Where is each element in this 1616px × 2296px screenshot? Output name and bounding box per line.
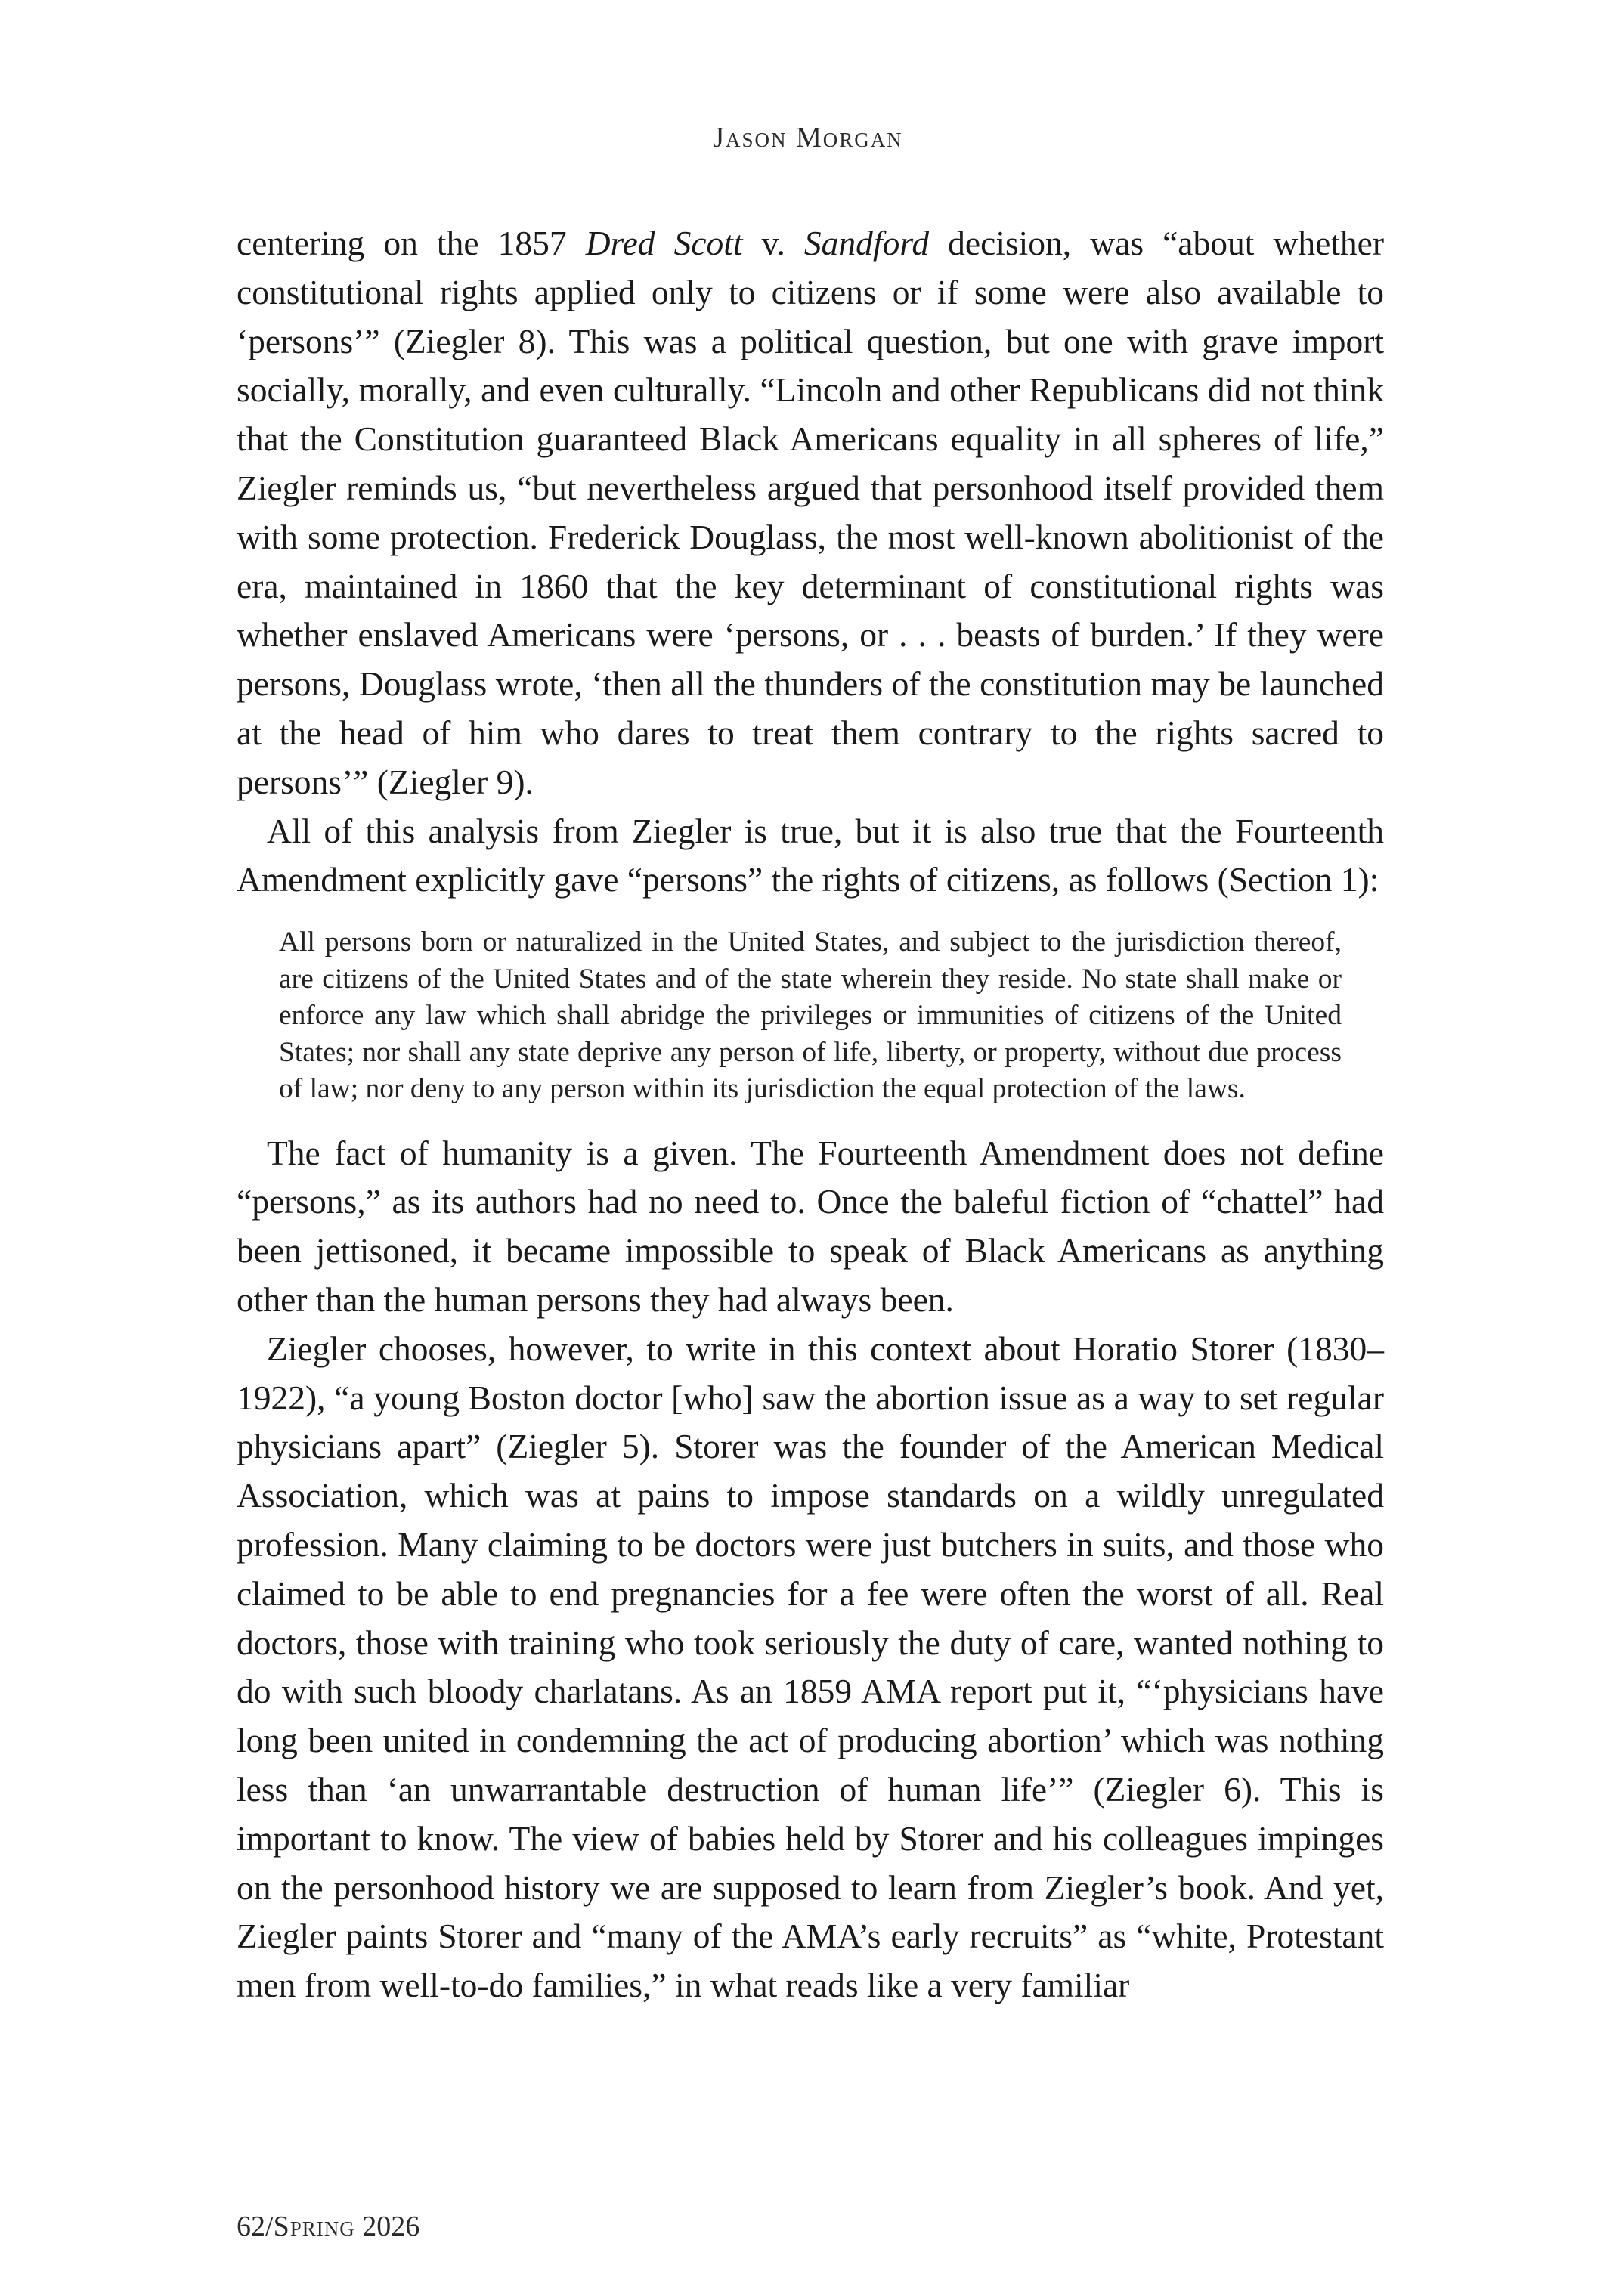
- page-number: 62/: [237, 2211, 274, 2242]
- paragraph-1-text-b: decision, was “about whether constitutional rights applied only to citizens or if some were also available to ‘persons’” (Ziegler 8). This was a political question, but one with grave import socially, morally, and even culturally. “Lincoln and other Republicans did not think that the Constitution guaranteed Black Americans equality in all spheres of life,” Ziegler reminds us, “but nevertheless argued that personhood itself provided them with some protection. Frederick Douglass, the most well-known abolitionist of the era, maintained in 1860 that the key determinant of constitutional rights was whether enslaved Americans were ‘persons, or . . . beasts of burden.’ If they were persons, Douglass wrote, ‘then all the thunders of the constitution may be launched at the head of him who dares to treat them contrary to the rights sacred to persons’” (Ziegler 9).: [237, 224, 1385, 801]
- paragraph-2: All of this analysis from Ziegler is true, but it is also true that the Fourteenth Amendment explicitly gave “persons” the rights of citizens, as follows (Section 1):: [237, 811, 1384, 899]
- page-footer: [237, 2210, 419, 2243]
- case-name-dred-scott: Dred Scott: [585, 224, 743, 262]
- issue-season: Spring: [273, 2211, 355, 2242]
- issue-year: 2026: [354, 2211, 420, 2242]
- running-head: Jason Morgan: [713, 122, 903, 153]
- paragraph-1-text-a: centering on the 1857: [237, 224, 586, 262]
- paragraph-4: Ziegler chooses, however, to write in this context about Horatio Storer (1830–1922), “a young Boston doctor [who] saw the abortion issue as a way to set regular physicians apart” (Ziegler 5). Storer was the founder of the American Medical Association, which was at pains to impose standards on a wildly unregulated profession. Many claiming to be doctors were just butchers in suits, and those who claimed to be able to end pregnancies for a fee were often the worst of all. Real doctors, those with training who took seriously the duty of care, wanted nothing to do with such bloody charlatans. As an 1859 AMA report put it, “‘physicians have long been united in condemning the act of producing abortion’ which was nothing less than ‘an unwarrantable destruction of human life’” (Ziegler 6). This is important to know. The view of babies held by Storer and his colleagues impinges on the personhood history we are supposed to learn from Ziegler’s book. And yet, Ziegler paints Storer and “many of the AMA’s early recruits” as “white, Protestant men from well-to-do families,” in what reads like a very familiar: [237, 1329, 1384, 2005]
- case-name-sandford: Sandford: [803, 224, 930, 262]
- paragraph-3: The fact of humanity is a given. The Fourteenth Amendment does not define “persons,” as its authors had no need to. Once the baleful fiction of “chattel” had been jettisoned, it became impossible to speak of Black Americans as anything other than the human persons they had always been.: [237, 1133, 1384, 1320]
- paragraph-1: [237, 219, 1384, 807]
- article-body: [237, 219, 1384, 2010]
- paragraph-1-versus: v.: [742, 224, 804, 262]
- block-quote-fourteenth-amendment: All persons born or naturalized in the United States, and subject to the jurisdiction thereof, are citizens of the United States and of the state wherein they reside. No state shall make or enforce any law which shall abridge the privileges or immunities of citizens of the United States; nor shall any state deprive any person of life, liberty, or property, without due process of law; nor deny to any person within its jurisdiction the equal protection of the laws.: [279, 927, 1342, 1105]
